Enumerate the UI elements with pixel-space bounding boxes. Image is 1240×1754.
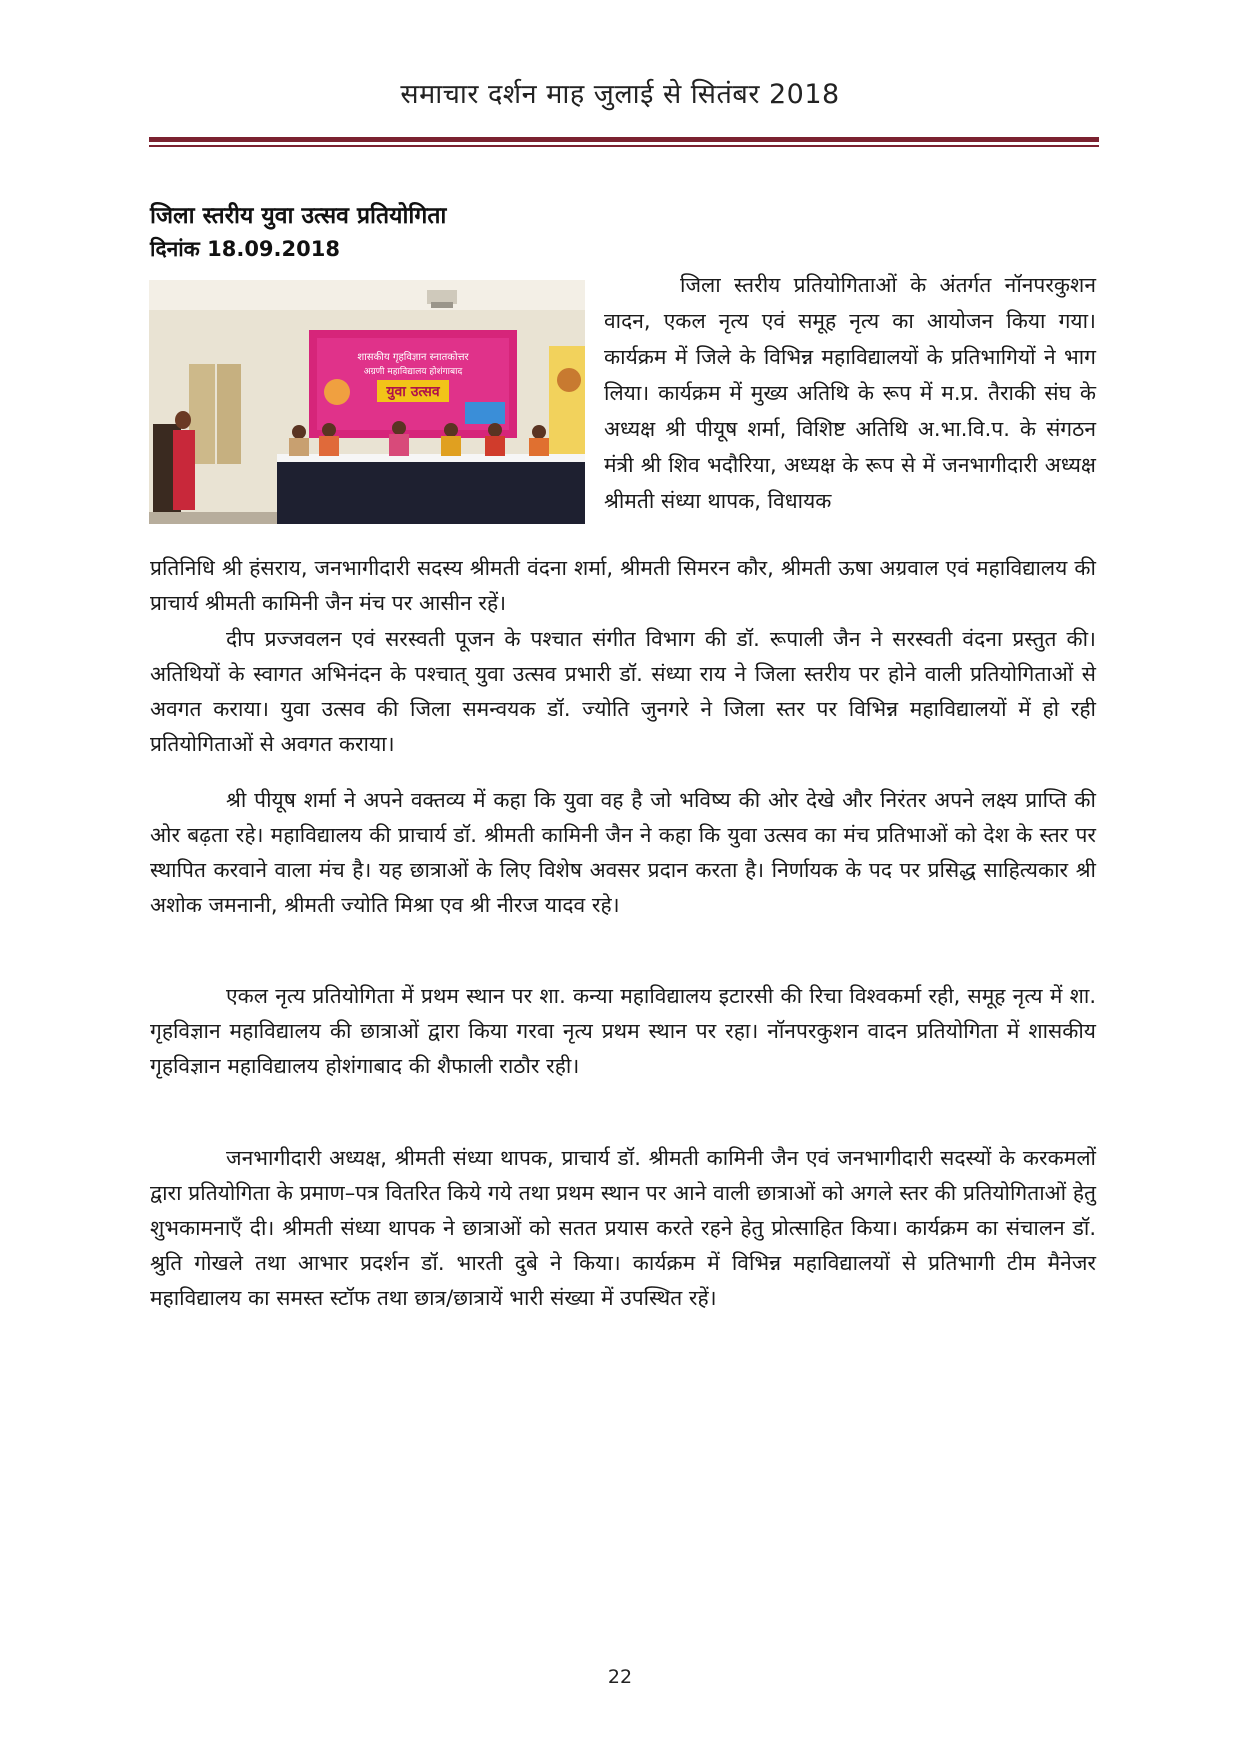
article-paragraph-5: जनभागीदारी अध्यक्ष, श्रीमती संध्या थापक, प्राचार्य डॉ. श्रीमती कामिनी जैन एवं जनभागीदारी सदस्यों के करकमलों द्वारा प्रतियोगिता के प्रमाण–पत्र वितरित किये गये तथा प्रथम स्थान पर आने वाली छात्राओं को अगले स्तर की प्रतियोगिताओं हेतु शुभकामनाएँ दी। श्रीमती संध्या थापक ने छात्राओं को सतत प्रयास करते रहने हेतु प्रोत्साहित किया। कार्यक्रम का संचालन डॉ. श्रुति गोखले तथा आभार प्रदर्शन डॉ. भारती दुबे ने किया। कार्यक्रम में विभिन्न महाविद्यालयों से प्रतिभागी टीम मैनेजर महाविद्यालय का समस्त स्टॉफ तथा छात्र/छात्रायें भारी संख्या में उपस्थित रहें। — [150, 1146, 1096, 1310]
header-rule-thin — [149, 145, 1099, 147]
banner-line2: अग्रणी महाविद्यालय होशंगाबाद — [363, 367, 463, 377]
article-paragraph-2: दीप प्रज्जवलन एवं सरस्वती पूजन के पश्चात संगीत विभाग की डॉ. रूपाली जैन ने सरस्वती वंदना प्रस्तुत की। अतिथियों के स्वागत अभिनंदन के पश्चात् युवा उत्सव प्रभारी डॉ. संध्या राय ने जिला स्तरीय पर होने वाली प्रतियोगिताओं से अवगत कराया। युवा उत्सव की जिला समन्वयक डॉ. ज्योति जुनगरे ने जिला स्तर पर विभिन्न महाविद्यालयों में हो रही प्रतियोगिताओं से अवगत कराया। — [150, 627, 1096, 756]
banner-title: युवा उत्सव — [386, 384, 440, 400]
header-rule-thick — [149, 137, 1099, 142]
article-paragraph-1-wrapped: जिला स्तरीय प्रतियोगिताओं के अंतर्गत नॉनपरकुशन वादन, एकल नृत्य एवं समूह नृत्य का आयोजन किया गया। कार्यक्रम में जिले के विभिन्न महाविद्यालयों के प्रतिभागियों ने भाग लिया। कार्यक्रम में मुख्य अतिथि के रूप में म.प्र. तैराकी संघ के अध्यक्ष श्री पीयूष शर्मा, विशिष्ट अतिथि अ.भा.वि.प. के संगठन मंत्री श्री शिव भदौरिया, अध्यक्ष के रूप से में जनभागीदारी अध्यक्ष श्रीमती संध्या थापक, विधायक — [604, 273, 1096, 513]
article-paragraph-3: श्री पीयूष शर्मा ने अपने वक्तव्य में कहा कि युवा वह है जो भविष्य की ओर देखे और निरंतर अपने लक्ष्य प्राप्ति की ओर बढ़ता रहे। महाविद्यालय की प्राचार्य डॉ. श्रीमती कामिनी जैन ने कहा कि युवा उत्सव का मंच प्रतिभाओं को देश के स्तर पर स्थापित करवाने वाला मंच है। यह छात्राओं के लिए विशेष अवसर प्रदान करता है। निर्णायक के पद पर प्रसिद्ध साहित्यकार श्री अशोक जमनानी, श्रीमती ज्योति मिश्रा एव श्री नीरज यादव रहे। — [150, 788, 1096, 917]
article-paragraph-4: एकल नृत्य प्रतियोगिता में प्रथम स्थान पर शा. कन्या महाविद्यालय इटारसी की रिचा विश्वकर्मा रही, समूह नृत्य में शा. गृहविज्ञान महाविद्यालय की छात्राओं द्वारा किया गरवा नृत्य प्रथम स्थान पर रहा। नॉनपरकुशन वादन प्रतियोगिता में शासकीय गृहविज्ञान महाविद्यालय होशंगाबाद की शैफाली राठौर रही। — [150, 984, 1096, 1078]
article-heading: जिला स्तरीय युवा उत्सव प्रतियोगिता — [150, 203, 447, 229]
article-date: दिनांक 18.09.2018 — [150, 237, 340, 261]
page-header-title: समाचार दर्शन माह जुलाई से सितंबर 2018 — [400, 79, 840, 110]
event-photo — [149, 280, 585, 524]
banner-line1: शासकीय गृहविज्ञान स्नातकोत्तर — [357, 352, 469, 363]
article-paragraph-1-continued: प्रतिनिधि श्री हंसराय, जनभागीदारी सदस्य श्रीमती वंदना शर्मा, श्रीमती सिमरन कौर, श्रीमती ऊषा अग्रवाल एवं महाविद्यालय की प्राचार्य श्रीमती कामिनी जैन मंच पर आसीन रहें। — [150, 556, 1096, 615]
page-number: 22 — [607, 1666, 633, 1688]
